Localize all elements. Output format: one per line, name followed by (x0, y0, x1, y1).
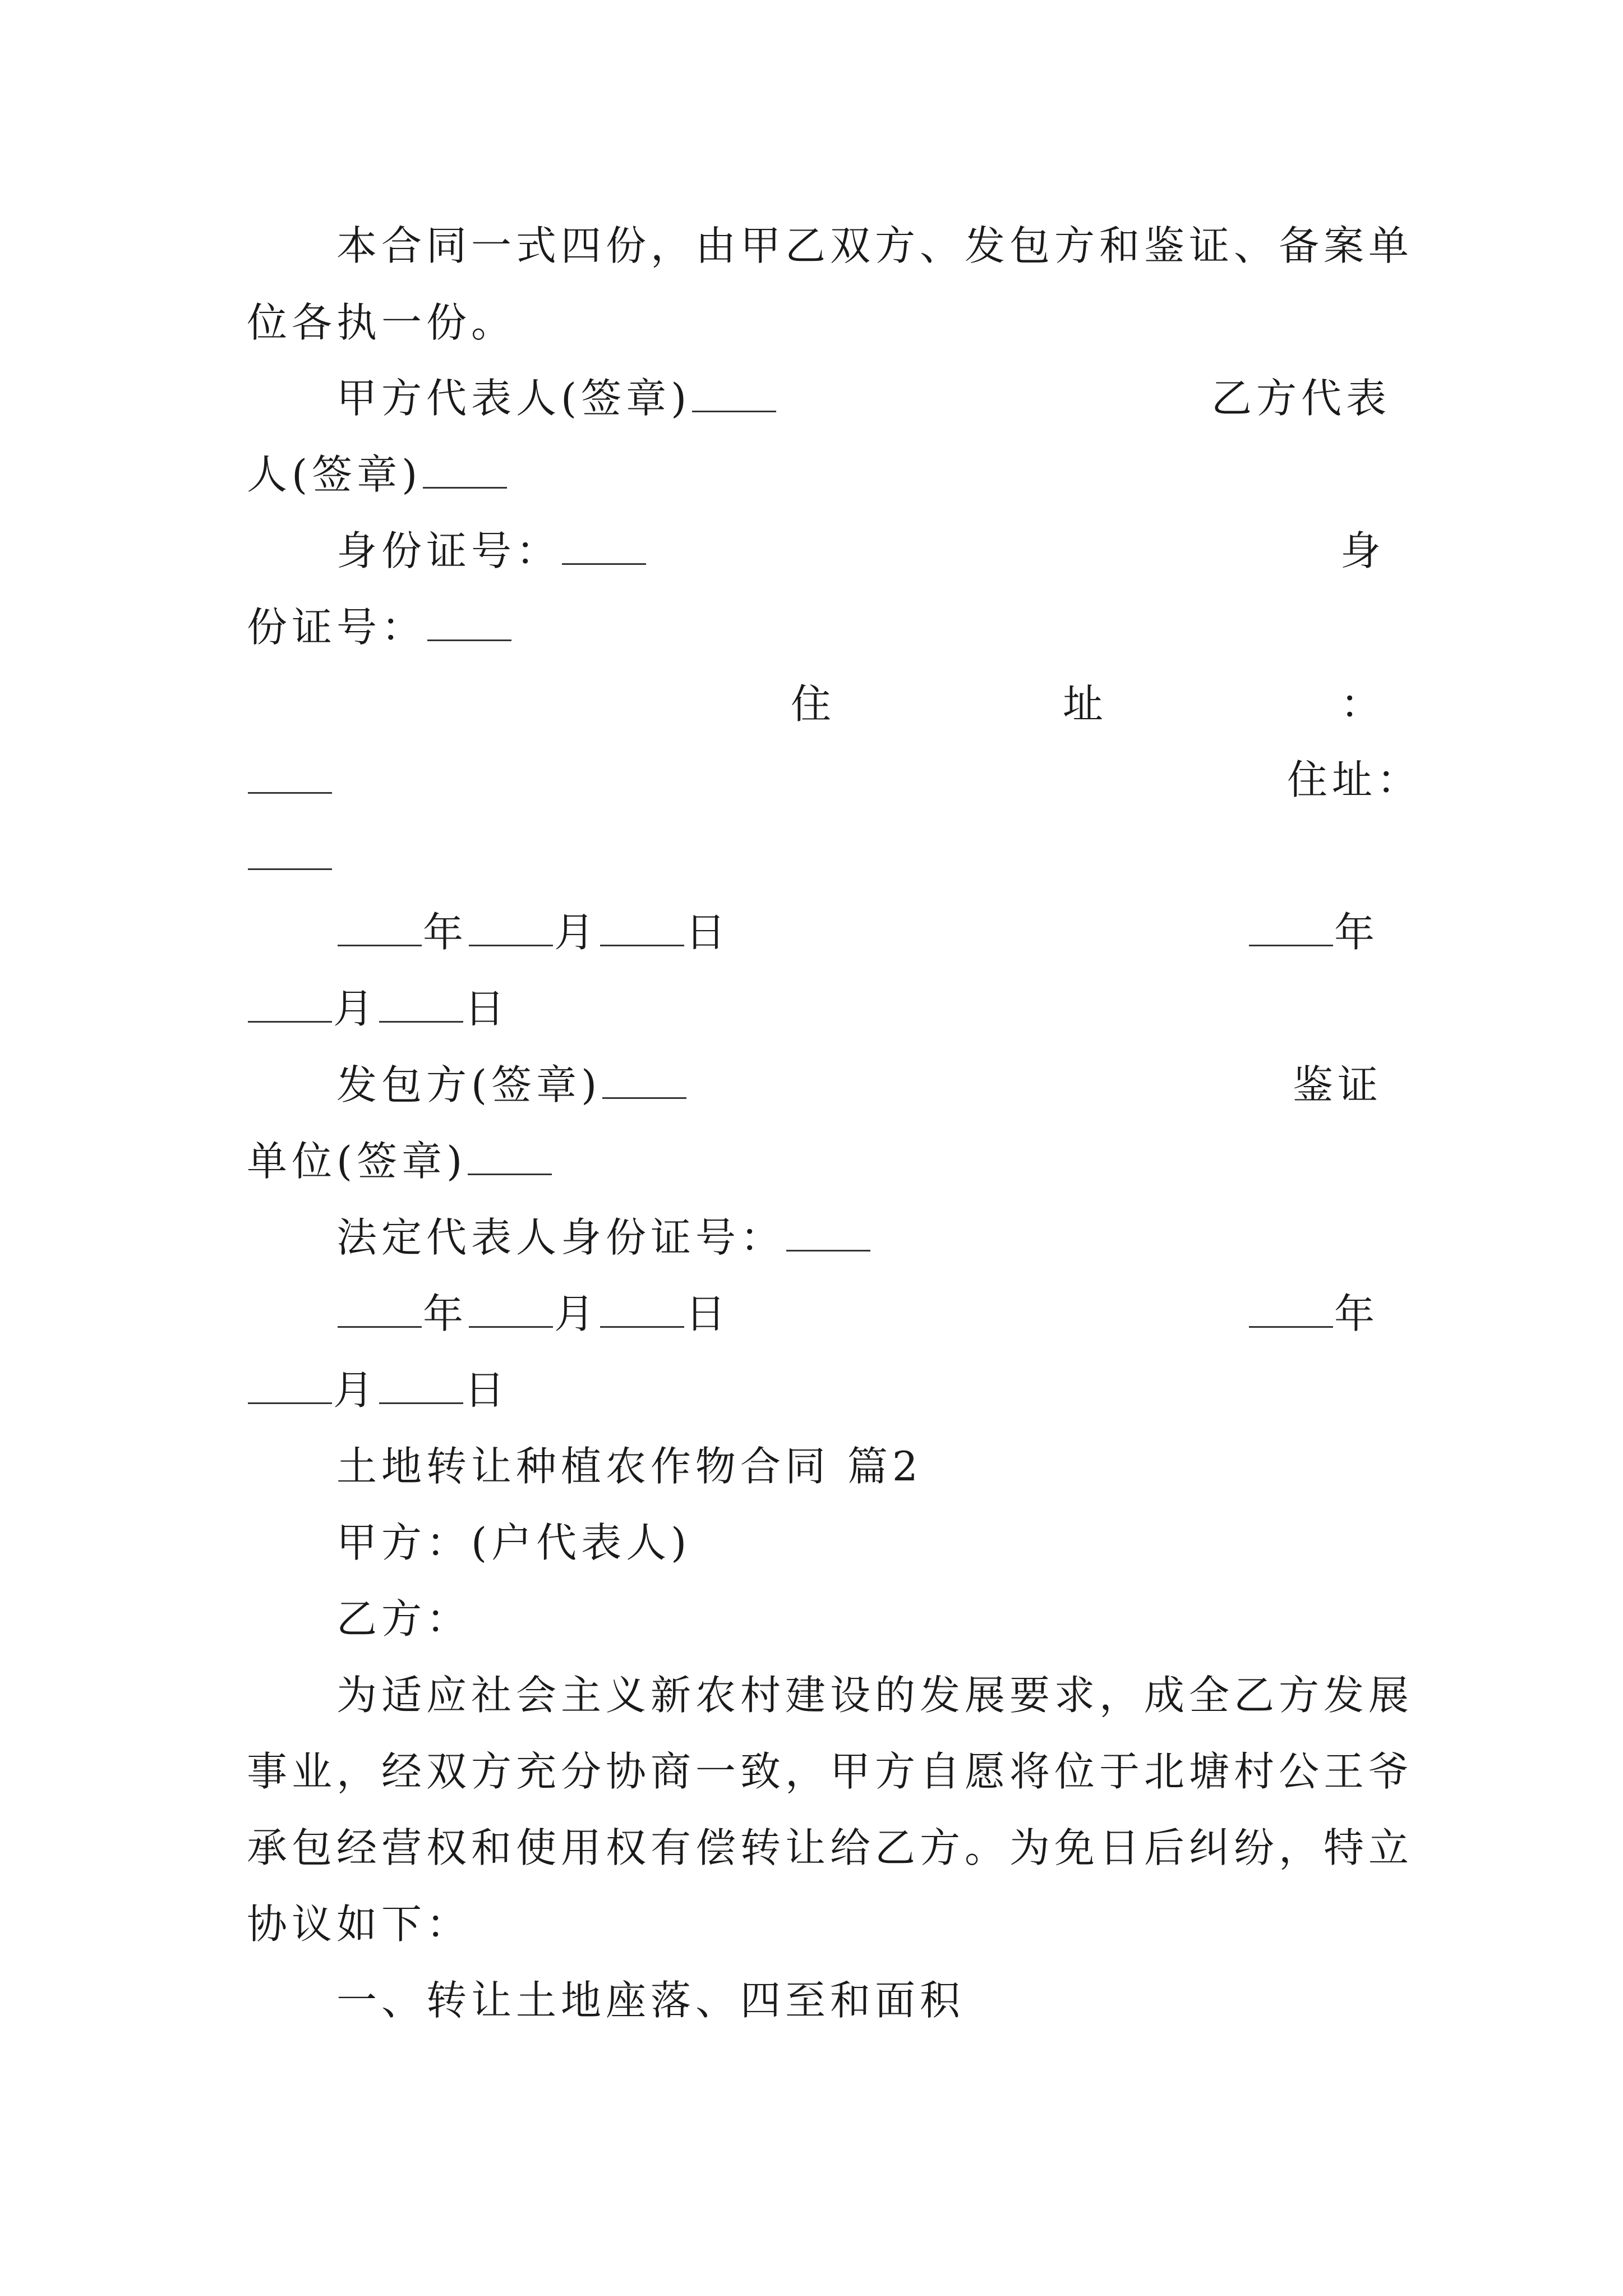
copies-paragraph-line2: 位各执一份。 (247, 299, 517, 346)
month-label: 月 (554, 1290, 600, 1337)
address-char-zhi: 址 (1063, 680, 1108, 728)
day-blank (379, 982, 463, 1023)
party-a-line: 甲方：(户代表人) (336, 1519, 691, 1566)
year-blank (338, 1287, 422, 1328)
year-blank (1249, 1287, 1333, 1328)
date-a-line (336, 904, 730, 960)
party-a-id-line (336, 523, 647, 579)
month-label: 月 (333, 1366, 379, 1414)
party-b-id-label-line1: 身 (1340, 527, 1386, 574)
party-b-line: 乙方： (336, 1595, 472, 1642)
signature-blank (468, 1134, 552, 1175)
month-blank (248, 1363, 332, 1404)
day-label: 日 (685, 1290, 731, 1337)
month-label: 月 (554, 909, 600, 956)
signature-blank (423, 448, 507, 489)
day-blank (600, 1287, 684, 1328)
day-blank (600, 905, 684, 946)
month-blank (469, 905, 553, 946)
party-b-rep-line2 (247, 447, 508, 503)
year-blank (1249, 905, 1333, 946)
address-blank (248, 829, 332, 870)
month-blank (248, 982, 332, 1023)
verifier-sign-label: 单位(签章) (247, 1138, 467, 1185)
intro-paragraph-line4: 协议如下： (247, 1901, 472, 1948)
party-b-id-line2 (247, 599, 513, 655)
id-blank (562, 524, 646, 565)
address-colon: ： (1340, 680, 1386, 728)
date-b-month-day-line (247, 981, 509, 1037)
signature-blank (602, 1058, 686, 1099)
date-d-month-day-line (247, 1362, 509, 1418)
address-char-zhu: 住 (791, 680, 836, 728)
id-blank (786, 1211, 870, 1251)
verifier-label-line1: 鉴证 (1293, 1061, 1383, 1108)
party-b-rep-label-line1: 乙方代表 (1211, 375, 1391, 422)
date-b-year-line (1248, 904, 1379, 960)
address-a-blank-line (247, 752, 333, 808)
month-blank (469, 1287, 553, 1328)
verifier-line2 (247, 1133, 553, 1189)
year-label: 年 (1334, 909, 1380, 956)
id-no-label: 份证号： (247, 604, 427, 651)
address-b-label: 住址： (1287, 756, 1422, 803)
party-b-rep-label: 人(签章) (247, 451, 422, 498)
legal-rep-id-label: 法定代表人身份证号： (336, 1214, 786, 1261)
party-a-rep-label: 甲方代表人(签章) (336, 375, 691, 422)
date-c-line (336, 1286, 730, 1342)
intro-paragraph-line2: 事业，经双方充分协商一致，甲方自愿将位于北塘村公王爷 (247, 1748, 1414, 1795)
day-label: 日 (464, 1366, 510, 1414)
id-blank (427, 600, 511, 641)
day-label: 日 (464, 985, 510, 1032)
date-d-year-line (1248, 1286, 1379, 1342)
address-blank (248, 753, 332, 794)
copies-paragraph-line1: 本合同一式四份，由甲乙双方、发包方和鉴证、备案单 (336, 222, 1414, 269)
year-label: 年 (1334, 1290, 1380, 1337)
address-b-blank-line (247, 828, 333, 884)
party-a-rep-line (336, 370, 777, 426)
legal-rep-id-line (336, 1209, 872, 1266)
year-blank (338, 905, 422, 946)
clause-1-heading: 一、转让土地座落、四至和面积 (336, 1977, 965, 2024)
id-no-label: 身份证号： (336, 527, 561, 574)
month-label: 月 (333, 985, 379, 1032)
issuer-sign-line (336, 1057, 688, 1113)
intro-paragraph-line1: 为适应社会主义新农村建设的发展要求，成全乙方发展 (336, 1672, 1414, 1719)
section-title: 土地转让种植农作物合同 篇2 (336, 1443, 923, 1490)
year-label: 年 (423, 1290, 468, 1337)
day-blank (379, 1363, 463, 1404)
year-label: 年 (423, 909, 468, 956)
issuer-sign-label: 发包方(签章) (336, 1061, 602, 1108)
signature-blank (692, 371, 776, 412)
day-label: 日 (685, 909, 731, 956)
intro-paragraph-line3: 承包经营权和使用权有偿转让给乙方。为免日后纠纷，特立 (247, 1824, 1414, 1871)
